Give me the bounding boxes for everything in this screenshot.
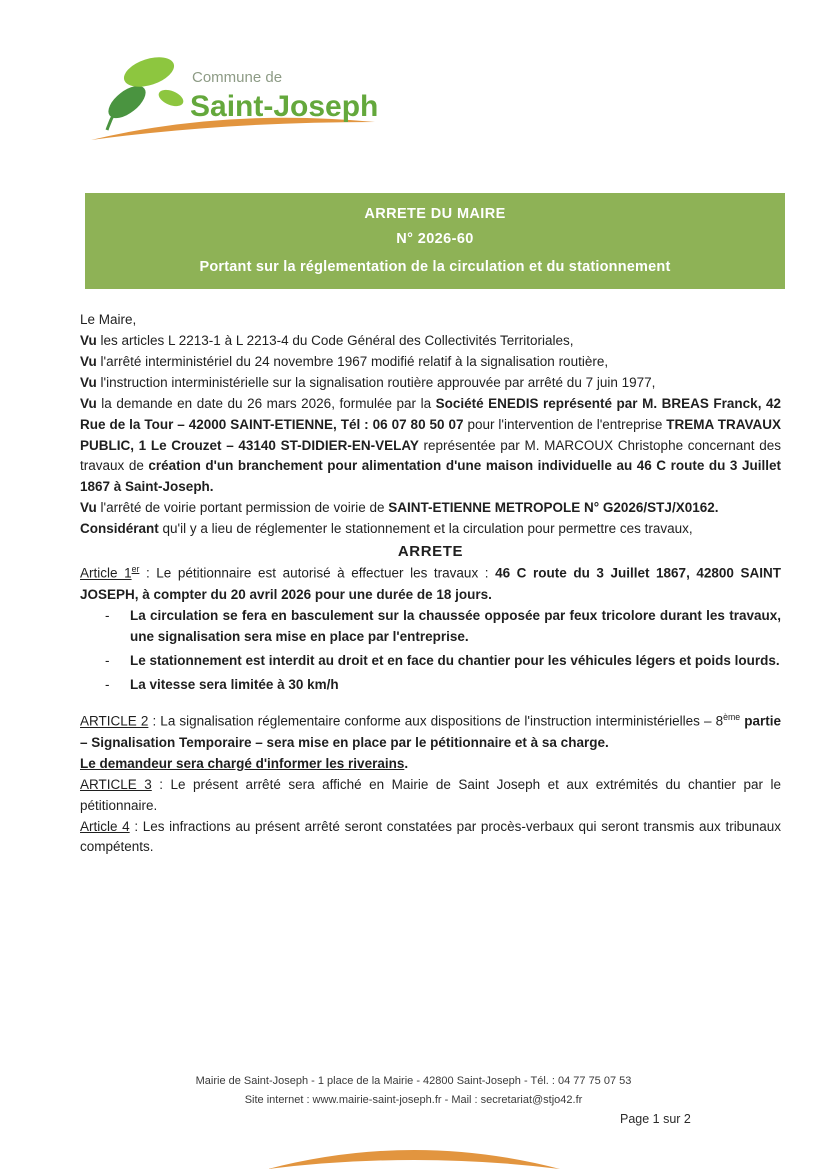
bullet-dash: -: [105, 607, 110, 623]
article-4: Article 4 : Les infractions au présent arrêté seront constatées par procès-verbaux qui seront transmis aux tribunaux compétents.: [80, 818, 781, 855]
vu-clause-4: Vu la demande en date du 26 mars 2026, formulée par la Société ENEDIS représenté par M. BREAS Franck, 42 Rue de la Tour – 42000 SAINT-ETIENNE, Tél : 06 07 80 50 07 pour l'intervention de l'entreprise TREMA TRAVAUX PUBLIC, 1 Le Crouzet – 43140 ST-DIDIER-EN-VELAY représentée par M. MARCOUX Christophe concernant des travaux de création d'un branchement pour alimentation d'une maison individuelle au 46 C route du 3 Juillet 1867 à Saint-Joseph.: [80, 395, 781, 495]
decree-header-banner: [85, 193, 785, 289]
logo-leaf-light: [120, 52, 177, 93]
logo-leaves-icon: [85, 50, 385, 152]
salutation: Le Maire,: [80, 312, 137, 327]
footer-contact: Site internet : www.mairie-saint-joseph.fr - Mail : secretariat@stjo42.fr: [244, 1093, 583, 1106]
list-item: [105, 606, 781, 648]
footer-address: Mairie de Saint-Joseph - 1 place de la Mairie - 42800 Saint-Joseph - Tél. : 04 77 75 07 53: [195, 1075, 632, 1087]
arrete-heading: ARRETE: [397, 543, 464, 561]
considerant-clause: Considérant qu'il y a lieu de réglementer le stationnement et la circulation pour permettre ces travaux,: [80, 521, 693, 537]
page-number: Page 1 sur 2: [620, 1112, 691, 1126]
decree-title: ARRETE DU MAIRE: [364, 206, 506, 222]
list-item-text: Le stationnement est interdit au droit et en face du chantier pour les véhicules légers et poids lourds.: [130, 652, 780, 668]
demandeur-note: Le demandeur sera chargé d'informer les riverains.: [80, 755, 409, 771]
conditions-list: [80, 606, 781, 696]
decree-number: N° 2026-60: [396, 231, 474, 247]
article-3: ARTICLE 3 : Le présent arrêté sera affiché en Mairie de Saint Joseph et aux extrémités du chantier par le pétitionnaire.: [80, 776, 782, 813]
bottom-arc-shape: [268, 1150, 560, 1169]
vu-clause-2: Vu l'arrêté interministériel du 24 novembre 1967 modifié relatif à la signalisation routière,: [80, 353, 609, 369]
article-1: Article 1er : Le pétitionnaire est autorisé à effectuer les travaux : 46 C route du 3 Juillet 1867, 42800 SAINT JOSEPH, à compter du 20 avril 2026 pour une durée de 18 jours.: [80, 564, 781, 602]
decree-body: [80, 310, 781, 858]
vu-clause-3: Vu l'instruction interministérielle sur la signalisation routière approuvée par arrêté du 7 juin 1977,: [80, 374, 656, 390]
vu-clause-1: Vu les articles L 2213-1 à L 2213-4 du Code Général des Collectivités Territoriales,: [80, 332, 574, 348]
list-item: [105, 675, 781, 696]
list-item-text: La circulation se fera en basculement sur la chaussée opposée par feux tricolore durant les travaux, une signalisation sera mise en place par l'entreprise.: [130, 607, 781, 644]
logo-leaf-small: [156, 87, 185, 110]
decree-subject: Portant sur la réglementation de la circulation et du stationnement: [199, 259, 671, 275]
list-item-text: La vitesse sera limitée à 30 km/h: [130, 676, 339, 692]
list-item: [105, 651, 781, 672]
article-2: ARTICLE 2 : La signalisation réglementaire conforme aux dispositions de l'instruction interministérielles – 8ème partie – Signalisation Temporaire – sera mise en place par le pétitionnaire et à sa charge.: [80, 712, 781, 750]
logo-saint-joseph-text: Saint-Joseph: [190, 90, 379, 123]
logo-commune-de-text: Commune de: [192, 69, 283, 86]
vu-clause-5: Vu l'arrêté de voirie portant permission de voirie de SAINT-ETIENNE METROPOLE N° G2026/STJ/X0162.: [80, 500, 719, 516]
commune-logo: [85, 50, 385, 152]
bottom-orange-arc-icon: [268, 1139, 560, 1169]
bullet-dash: -: [105, 676, 110, 692]
bullet-dash: -: [105, 652, 110, 668]
page-footer: [0, 1072, 827, 1109]
logo-leaf-dark: [103, 80, 151, 124]
